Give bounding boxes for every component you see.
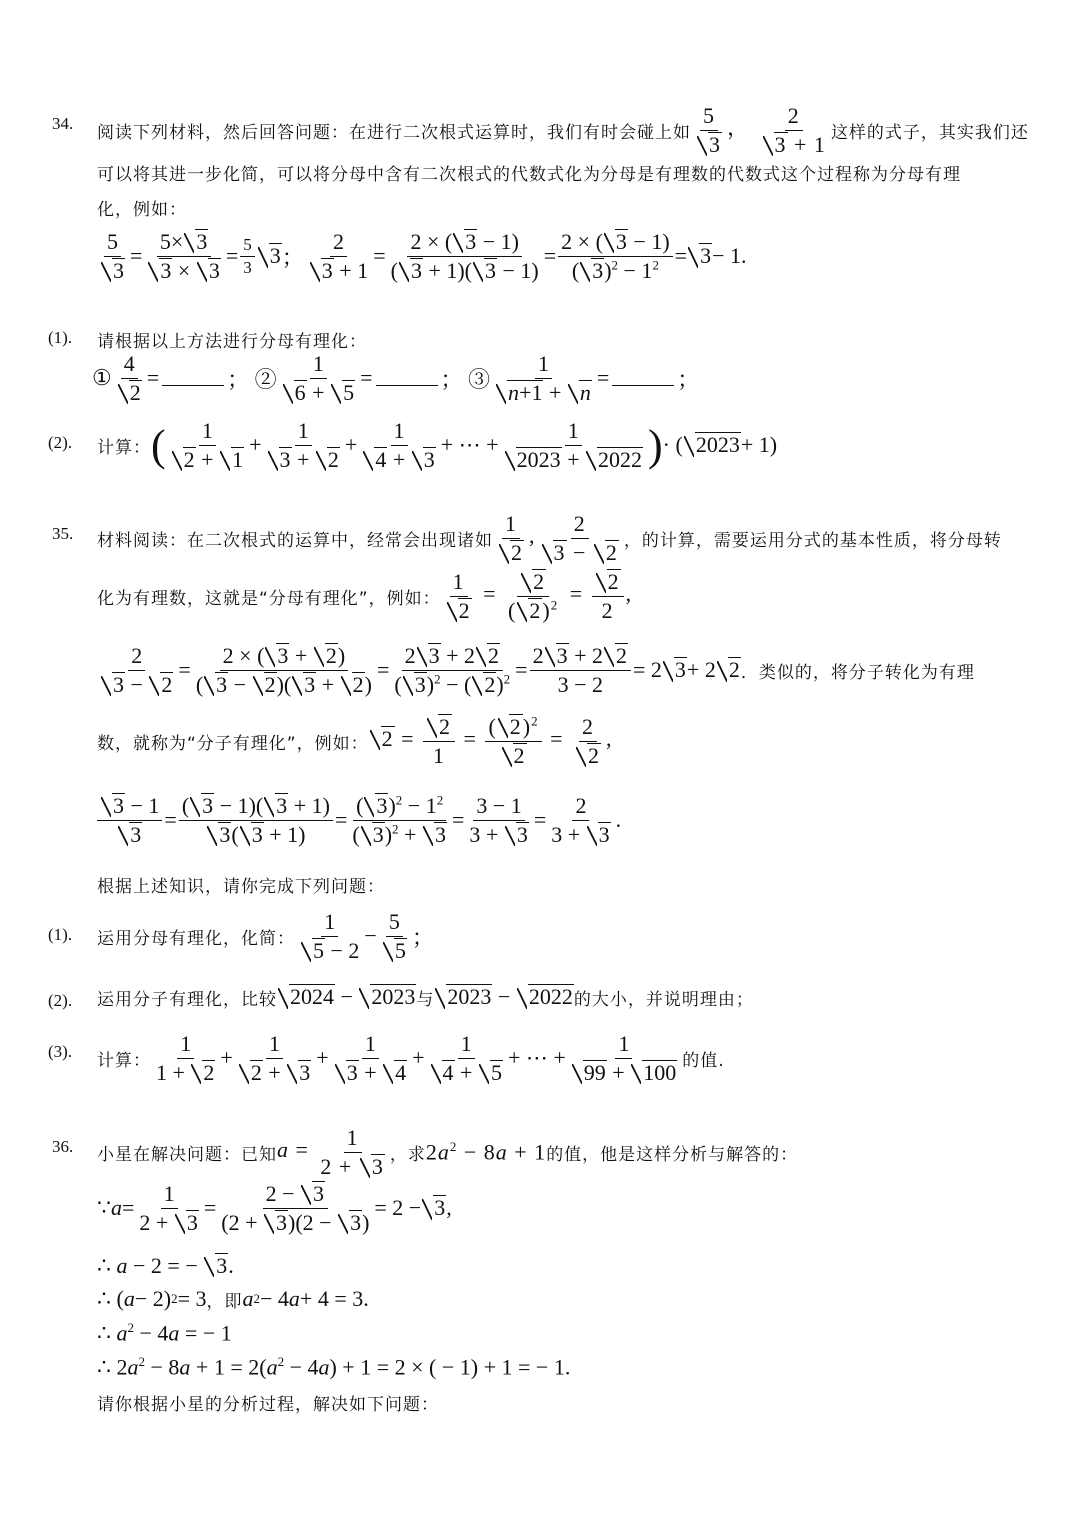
q34-sub2-expression: 计算： ( 1 2 + 1 + 1 3 + 2 + 1 4 + 3 + ⋯ + 1 2023 + 2022 ) · ( 2023 + 1) xyxy=(97,418,778,472)
q34-sub1-items: ① 4 2 = ； ② 1 6 + 5 = ； ③ 1 n+1 + n = ； xyxy=(92,351,700,405)
q36-intro-a: 小星在解决问题：已知 xyxy=(97,1144,277,1165)
q35-sub1-text: 运用分母有理化，化简： xyxy=(97,928,295,949)
q35-example-math-1: 2 3 − 2 = 2 × ( 3 + 2) ( 3 − 2)( 3 + 2) = 2 3 + 2 2 ( 3)$^2$ − ( 2)$^2$ = 2 3 + 2 2 3 − 2 = 2 3 + 2 2 ．类似的，将分子转化为有理 xyxy=(95,642,975,698)
q35-line2: 化为有理数，这就是“分母有理化”，例如： $\frac{1}{2}$ = $\frac{2}{( 2)^2}$ = $\frac{2}{2}$ , xyxy=(97,569,633,623)
q35-sub2-text-a: 运用分子有理化，比较 xyxy=(97,989,277,1010)
q34-line3: 化，例如： xyxy=(97,200,187,220)
answer-blank-3[interactable] xyxy=(612,371,674,386)
q34-example-fractions: $\frac{5}{3}$ ， $\frac{2}{3 + 1}$ xyxy=(691,102,831,158)
q34-number: 34. xyxy=(52,114,74,133)
q35-intro-b: ，的计算，需要运用分式的基本性质，将分母转 xyxy=(623,530,1002,551)
q36-last-line: 请你根据小星的分析过程，解决如下问题： xyxy=(97,1395,439,1415)
q36-intro-c: 的值，他是这样分析与解答的： xyxy=(546,1144,799,1165)
q36-step3-mid: ，即 xyxy=(206,1291,243,1312)
q34-intro xyxy=(97,102,1029,158)
q35-sub2: 运用分子有理化，比较 2024 − 2023 与 2023 − 2022 的大小，并说明理由； xyxy=(97,984,754,1010)
q36-step-3: ∴ ( a − 2) 2 = 3 ，即 a 2 − 4 a + 4 = 3. xyxy=(97,1286,369,1312)
q36-intro: 小星在解决问题：已知 a = $\frac{1}{2 + 3}$ ，求 $2a^2 - 8a + 1$ 的值，他是这样分析与解答的： xyxy=(97,1125,799,1179)
q35-line4: 数，就称为“分子有理化”，例如： 2 = $\frac{2}{1}$ = $\frac{( 2)^2}{2}$ = $\frac{2}{2}$ , xyxy=(97,713,613,768)
q34-sub2-label: (2). xyxy=(48,433,73,452)
q35-intro-a: 材料阅读：在二次根式的运算中，经常会出现诸如 xyxy=(97,530,493,551)
q35-example-math-2: 3 − 1 3 = ( 3 − 1)( 3 + 1) 3( 3 + 1) = ( $3)^2 - 1^2$ ( 3)$^2$ + 3 = 3 − 1 3 + 3 = 2 3 + 3 . xyxy=(95,792,621,848)
q35-line2-text: 化为有理数，这就是“分母有理化”，例如： xyxy=(97,588,441,609)
q35-number: 35. xyxy=(52,524,74,543)
q36-step-2: ∴ a − 2 = − 3. xyxy=(97,1253,234,1278)
q35-line6: 根据上述知识，请你完成下列问题： xyxy=(97,877,385,897)
q35-sub3: 计算： 1 1 + 2 + 1 2 + 3 + 1 3 + 4 + 1 4 + 5 + ⋯ + 1 99 + 100 的值. xyxy=(97,1031,725,1085)
q35-line3-tail: ．类似的，将分子转化为有理 xyxy=(740,662,975,683)
q35-intro: 材料阅读：在二次根式的运算中，经常会出现诸如 $\frac{1}{2}$ , $\frac{2}{3 - 2}$ ，的计算，需要运用分式的基本性质，将分母转 xyxy=(97,511,1002,565)
q34-intro-a: 阅读下列材料，然后回答问题：在进行二次根式运算时，我们有时会碰上如 xyxy=(97,122,691,143)
q35-sub2-text-c: 的大小，并说明理由； xyxy=(573,989,754,1010)
q35-sub2-label: (2). xyxy=(48,991,73,1010)
q34-sub1-label: (1). xyxy=(48,328,73,347)
answer-blank-1[interactable] xyxy=(162,371,224,386)
q35-sub2-text-b: 与 xyxy=(416,989,435,1010)
q35-sub1: 运用分母有理化，化简： 1 5 − 2 − 5 5 ； xyxy=(97,909,434,963)
q36-number: 36. xyxy=(52,1137,74,1156)
q35-sub1-label: (1). xyxy=(48,925,73,944)
q35-sub3-text: 计算： xyxy=(97,1050,151,1071)
answer-blank-2[interactable] xyxy=(376,371,438,386)
q36-intro-b: ，求 xyxy=(389,1144,426,1165)
q35-line4-text: 数，就称为“分子有理化”，例如： xyxy=(97,733,369,754)
q36-step-5: ∴ $2a^2 - 8a + 1 = 2(a^2 - 4a) + 1 = 2$ × ( − 1) + 1 = − 1. xyxy=(97,1354,571,1380)
q34-example-math: 5 3 = 5× 3 3 × 3 = 5 3 3 ； 2 3 + 1 = 2 × ( 3 − 1) ( 3 + 1)( 3 − 1) = 2 × ( 3 − 1) ( $3)^2 - 1^2$ = 3 − 1. xyxy=(95,228,746,284)
q36-step-1: ∵ a = 1 2 + 3 = 2 − 3 (2 + 3)(2 − 3) = 2 − 3 , xyxy=(97,1181,452,1235)
q36-step-4: ∴ $a^2 - 4a$ = − 1 xyxy=(97,1320,232,1346)
q35-sub3-label: (3). xyxy=(48,1042,73,1061)
q34-line2: 可以将其进一步化简，可以将分母中含有二次根式的代数式化为分母是有理数的代数式这个过程称为分母有理 xyxy=(97,165,961,185)
q34-intro-b: 这样的式子，其实我们还 xyxy=(830,122,1029,143)
q34-sub1-text: 请根据以上方法进行分母有理化： xyxy=(97,332,367,352)
q34-sub2-text: 计算： xyxy=(97,437,151,458)
q35-sub3-tail: 的值. xyxy=(682,1050,725,1071)
